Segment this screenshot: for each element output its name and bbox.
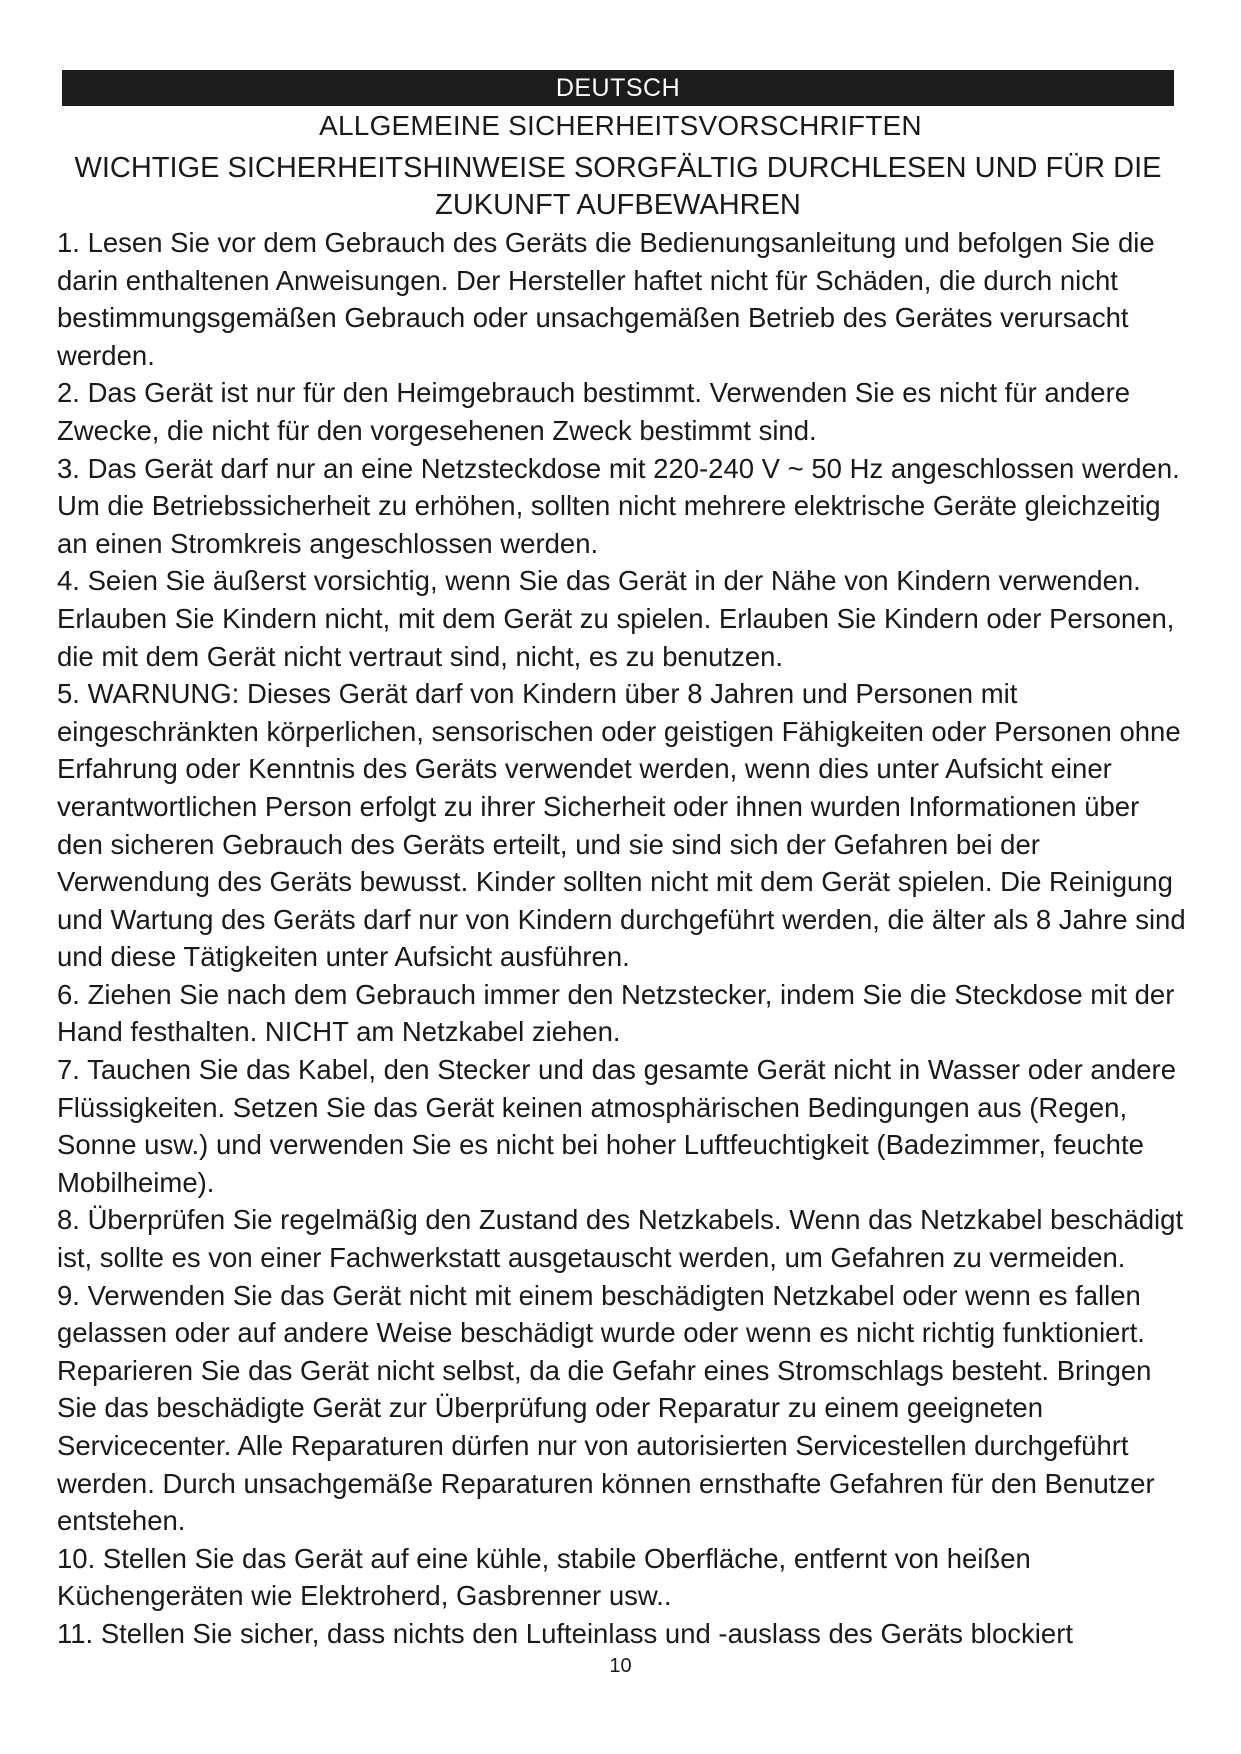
safety-item-5: 5. WARNUNG: Dieses Gerät darf von Kindern über 8 Jahren und Personen mit eingeschränkten körperlichen, sensorischen oder geistigen Fähigkeiten oder Personen ohne Erfahrung oder Kenntnis des Geräts verwendet werden, wenn dies unter Aufsicht einer verantwortlichen Person erfolgt zu ihrer Sicherheit oder ihnen wurden Informationen über den sicheren Gebrauch des Geräts erteilt, und sie sind sich der Gefahren bei der Verwendung des Geräts bewusst. Kinder sollten nicht mit dem Gerät spielen. Die Reinigung und Wartung des Geräts darf nur von Kindern durchgeführt werden, die älter als 8 Jahre sind und diese Tätigkeiten unter Aufsicht ausführen. — [57, 678, 1186, 973]
language-header-bar: DEUTSCH — [62, 70, 1174, 106]
page-number: 10 — [609, 1655, 632, 1677]
safety-item-9: 9. Verwenden Sie das Gerät nicht mit einem beschädigten Netzkabel oder wenn es fallen gelassen oder auf andere Weise beschädigt wurde oder wenn es nicht richtig funktioniert. Reparieren Sie das Gerät nicht selbst, da die Gefahr eines Stromschlags besteht. Bringen Sie das beschädigte Gerät zur Überprüfung oder Reparatur zu einem geeigneten Servicecenter. Alle Reparaturen dürfen nur von autorisierten Servicestellen durchgeführt werden. Durch unsachgemäße Reparaturen können ernsthafte Gefahren für den Benutzer entstehen. — [57, 1279, 1155, 1537]
safety-subtitle: WICHTIGE SICHERHEITSHINWEISE SORGFÄLTIG DURCHLESEN UND FÜR DIE ZUKUNFT AUFBEWAHREN — [74, 152, 1162, 221]
safety-item-7: 7. Tauchen Sie das Kabel, den Stecker und das gesamte Gerät nicht in Wasser oder andere Flüssigkeiten. Setzen Sie das Gerät keinen atmosphärischen Bedingungen aus (Regen, Sonne usw.) und verwenden Sie es nicht bei hoher Luftfeuchtigkeit (Badezimmer, feuchte Mobilheime). — [57, 1054, 1177, 1198]
safety-instructions — [57, 224, 1187, 1653]
safety-item-2: 2. Das Gerät ist nur für den Heimgebrauch bestimmt. Verwenden Sie es nicht für andere Zwecke, die nicht für den vorgesehenen Zweck bestimmt sind. — [57, 377, 1131, 446]
safety-item-11: 11. Stellen Sie sicher, dass nichts den Lufteinlass und -auslass des Geräts blockiert — [57, 1617, 1074, 1649]
safety-item-10: 10. Stellen Sie das Gerät auf eine kühle, stabile Oberfläche, entfernt von heißen Küchengeräten wie Elektroherd, Gasbrenner usw.. — [57, 1542, 1031, 1612]
safety-item-3: 3. Das Gerät darf nur an eine Netzsteckdose mit 220-240 V ~ 50 Hz angeschlossen werden. Um die Betriebssicherheit zu erhöhen, sollten nicht mehrere elektrische Geräte gleichzeitig an einen Stromkreis angeschlossen werden. — [57, 452, 1180, 559]
safety-item-8: 8. Überprüfen Sie regelmäßig den Zustand des Netzkabels. Wenn das Netzkabel beschädigt ist, sollte es von einer Fachwerkstatt ausgetauscht werden, um Gefahren zu vermeiden. — [57, 1204, 1184, 1274]
safety-item-6: 6. Ziehen Sie nach dem Gebrauch immer den Netzstecker, indem Sie die Steckdose mit der Hand festhalten. NICHT am Netzkabel ziehen. — [57, 978, 1175, 1048]
safety-item-1: 1. Lesen Sie vor dem Gebrauch des Geräts die Bedienungsanleitung und befolgen Sie die darin enthaltenen Anweisungen. Der Hersteller haftet nicht für Schäden, die durch nicht bestimmungsgemäßen Gebrauch oder unsachgemäßen Betrieb des Gerätes verursacht werden. — [57, 227, 1155, 371]
safety-item-4: 4. Seien Sie äußerst vorsichtig, wenn Sie das Gerät in der Nähe von Kindern verwenden. Erlauben Sie Kindern nicht, mit dem Gerät zu spielen. Erlauben Sie Kindern oder Personen, die mit dem Gerät nicht vertraut sind, nicht, es zu benutzen. — [57, 565, 1175, 672]
section-title: ALLGEMEINE SICHERHEITSVORSCHRIFTEN — [319, 110, 922, 141]
